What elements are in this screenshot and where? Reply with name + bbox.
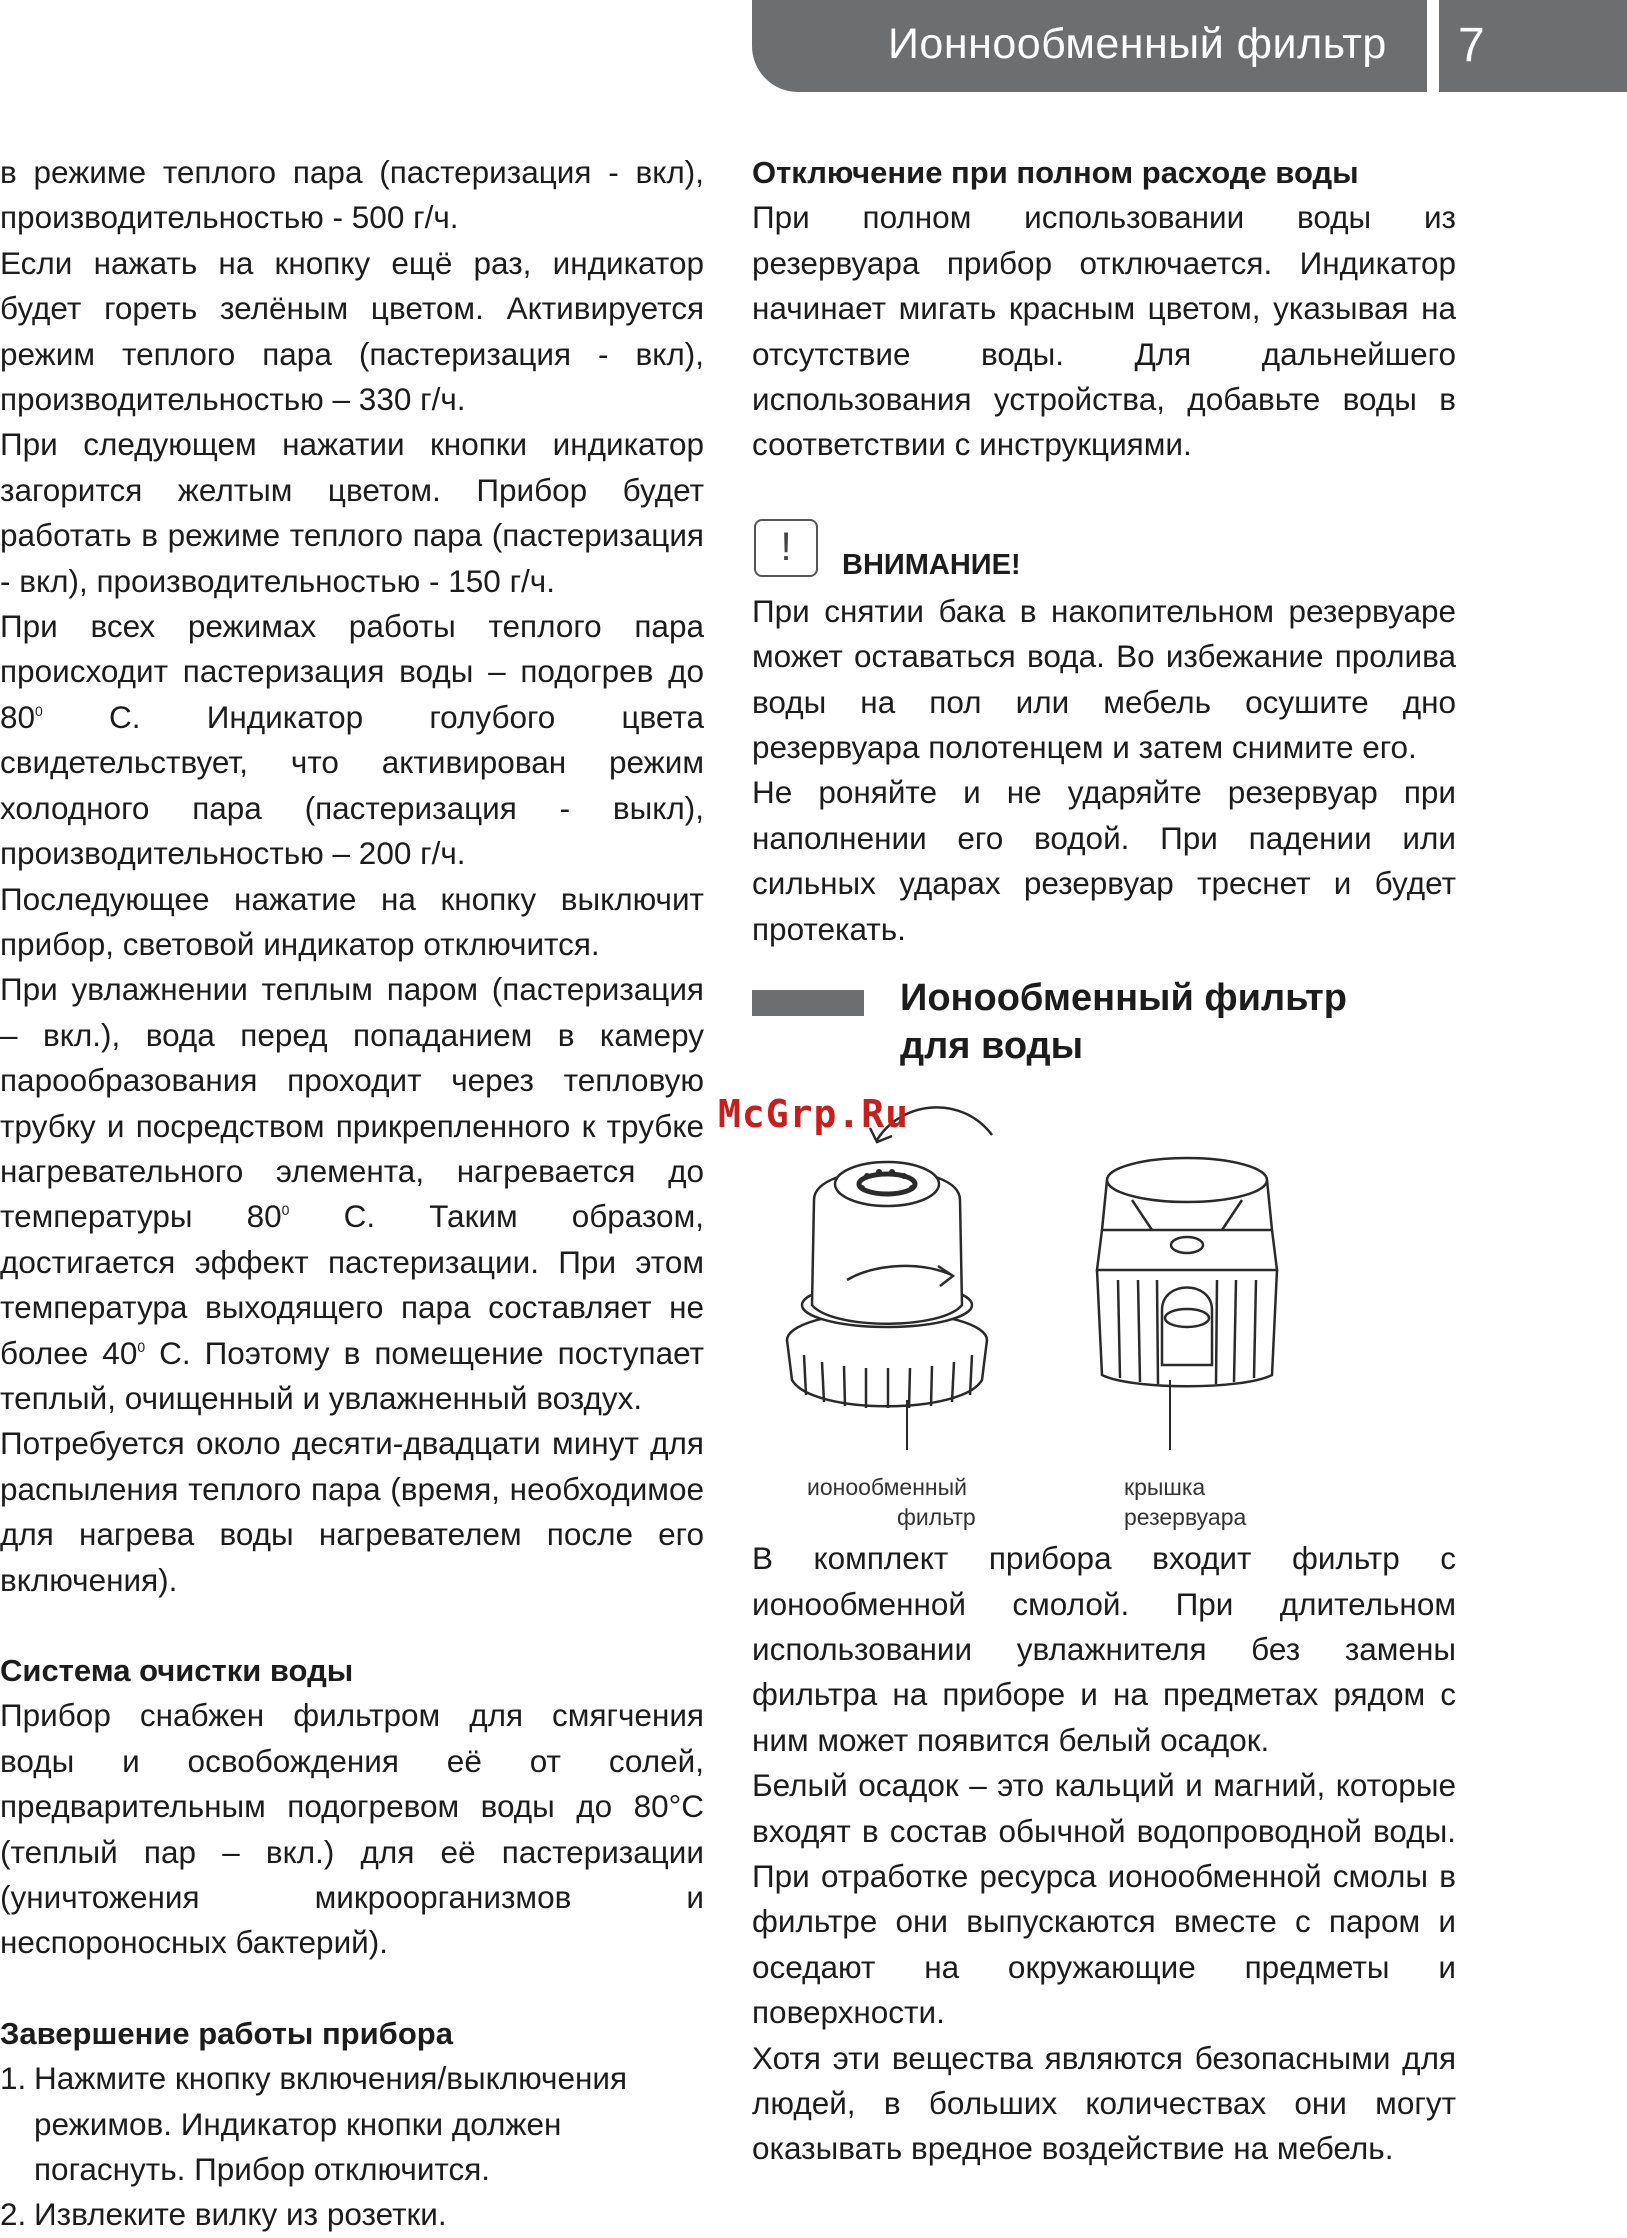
- list-item: 1. Нажмите кнопку включения/выключения режимов. Индикатор кнопки должен погаснуть. Прибор отключится.: [0, 2060, 628, 2188]
- warning-title: ВНИМАНИЕ!: [842, 548, 1021, 581]
- page-number: 7: [1458, 19, 1485, 72]
- paragraph: Если нажать на кнопку ещё раз, индикатор будет гореть зелёным цветом. Активируется режим теплого пара (пастеризация - вкл), производительностью – 330 г/ч.: [0, 244, 704, 418]
- paragraph: в режиме теплого пара (пастеризация - вкл), производительностью - 500 г/ч.: [0, 154, 704, 236]
- shutdown-steps: [0, 2056, 704, 2238]
- paragraph: Хотя эти вещества являются безопасными для людей, в больших количествах они могут оказывать вредное воздействие на мебель.: [752, 2039, 1456, 2167]
- warning-header: [752, 519, 1456, 589]
- header-divider: [1427, 0, 1439, 92]
- caption-ion-filter: ионообменный фильтр: [807, 1474, 976, 1531]
- paragraph: Потребуется около десяти-двадцати минут для распыления теплого пара (время, необходимое для нагрева воды нагревателем после его включения).: [0, 1425, 704, 1598]
- section-title: Ионообменный фильтр для воды: [900, 977, 1347, 1068]
- paragraph: В комплект прибора входит фильтр с ионообменной смолой. При длительном использовании увлажнителя без замены фильтра на приборе и на предметах рядом с ним может появится белый осадок.: [752, 1540, 1456, 1758]
- page-title: Ионнообменный фильтр: [888, 20, 1387, 68]
- filter-illustration: [752, 1080, 1456, 1520]
- list-item: 2. Извлеките вилку из розетки.: [0, 2196, 447, 2233]
- section-heading-cleaning: Система очистки воды: [0, 1653, 354, 1688]
- degree-mark: 0: [137, 1338, 146, 1355]
- paragraph: При снятии бака в накопительном резервуаре может оставаться вода. Во избежание пролива воды на пол или мебель осушите дно резервуара полотенцем и затем снимите его.: [752, 592, 1456, 766]
- caption-reservoir-cap: крышка резервуара: [1124, 1474, 1247, 1531]
- watermark: McGrp.Ru: [718, 1092, 910, 1137]
- paragraph: Не роняйте и не ударяйте резервуар при наполнении его водой. При падении или сильных ударах резервуар треснет и будет протекать.: [752, 774, 1456, 947]
- section-heading-shutdown: Завершение работы прибора: [0, 2015, 453, 2051]
- right-column: [718, 150, 1456, 2172]
- paragraph: Последующее нажатие на кнопку выключит прибор, световой индикатор отключится.: [0, 880, 704, 962]
- left-column: [0, 150, 704, 2238]
- warning-icon: !: [754, 519, 818, 577]
- degree-mark: 0: [35, 702, 43, 719]
- section-bar: [752, 990, 864, 1016]
- paragraph: При полном использовании воды из резервуара прибор отключается. Индикатор начинает мигать красным цветом, указывая на отсутствие воды. Для дальнейшего использования устройства, добавьте воды в соответствии с инструкциями.: [752, 199, 1456, 463]
- paragraph: Белый осадок – это кальций и магний, которые входят в состав обычной водопроводной воды. При отработке ресурса ионообменной смолы в фильтре они выпускаются вместе с паром и оседают на окружающие предметы и поверхности.: [752, 1767, 1456, 2031]
- paragraph: При следующем нажатии кнопки индикатор загорится желтым цветом. Прибор будет работать в режиме теплого пара (пастеризация - вкл), производительностью - 150 г/ч.: [0, 426, 704, 599]
- section-heading-water-off: Отключение при полном расходе воды: [752, 155, 1359, 190]
- degree-mark: 0: [281, 1202, 290, 1219]
- filter-figure: [718, 1080, 1456, 1531]
- paragraph: Прибор снабжен фильтром для смягчения воды и освобождения её от солей, предварительным подогревом воды до 80°C (теплый пар – вкл.) для её пастеризации (уничтожения микроорганизмов и неспороносных бактерий).: [0, 1697, 704, 1961]
- paragraph: При всех режимах работы теплого пара происходит пастеризация воды – подогрев до $80^0$ С. Индикатор голубого цвета свидетельствует, что активирован режим холодного пара (пастеризация - выкл), производительностью – 200 г/ч.: [0, 608, 704, 872]
- paragraph: При увлажнении теплым паром (пастеризация – вкл.), вода перед попаданием в камеру парообразования проходит через тепловую трубку и посредством прикрепленного к трубке нагревательного элемента, нагревается до температуры $80^0$ С. Таким образом, достигается эффект пастеризации. При этом температура выходящего пара составляет не более $40^0$ С. Поэтому в помещение поступает теплый, очищенный и увлажненный воздух.: [0, 971, 705, 1416]
- section-header-filter: [752, 977, 1456, 1080]
